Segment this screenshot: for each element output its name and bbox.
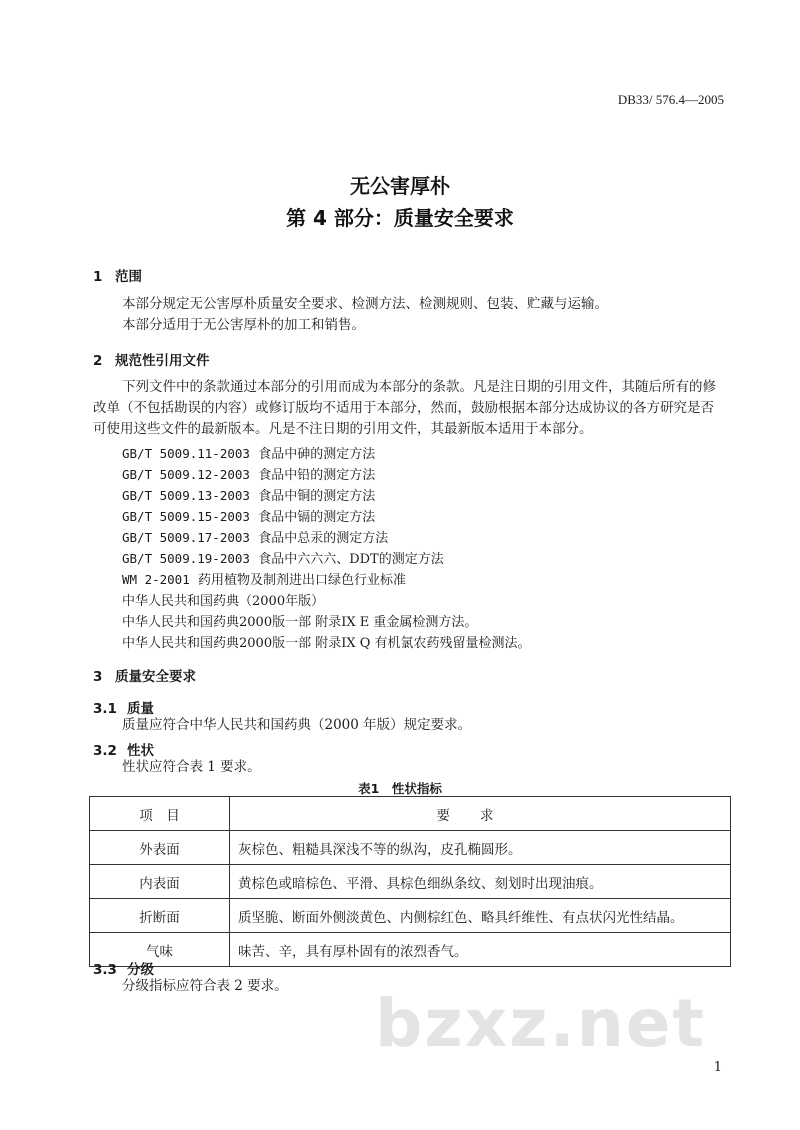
table-cell-requirement: 味苦、辛，具有厚朴固有的浓烈香气。 — [230, 933, 731, 967]
section-3-3-title: 分级 — [127, 962, 154, 978]
table-header-row — [90, 797, 731, 831]
table-row — [90, 865, 731, 899]
section-1-para-2: 本部分适用于无公害厚朴的加工和销售。 — [122, 317, 365, 333]
section-1-heading — [93, 265, 142, 285]
reference-extra: 中华人民共和国药典2000版一部 附录IX E 重金属检测方法。 — [122, 615, 478, 630]
section-3-1-heading — [93, 697, 154, 717]
section-3-2-heading — [93, 739, 154, 759]
reference-code: WM 2-2001 — [122, 572, 190, 587]
section-2-heading — [93, 349, 210, 369]
section-3-heading — [93, 665, 196, 685]
section-1-para-1: 本部分规定无公害厚朴质量安全要求、检测方法、检测规则、包装、贮藏与运输。 — [122, 296, 608, 312]
table-cell-requirement: 黄棕色或暗棕色、平滑、具棕色细纵条纹、刻划时出现油痕。 — [230, 865, 731, 899]
document-title: 无公害厚朴 — [350, 174, 450, 198]
watermark: bzxz.net — [375, 985, 707, 1062]
reference-item — [122, 443, 375, 462]
section-3-2-title: 性状 — [127, 743, 154, 759]
reference-title: 食品中铅的测定方法 — [258, 468, 376, 483]
reference-code: GB/T 5009.15-2003 — [122, 509, 250, 524]
section-2-title: 规范性引用文件 — [115, 353, 210, 369]
section-3-title: 质量安全要求 — [115, 669, 196, 685]
table-cell-item: 气味 — [90, 933, 230, 967]
reference-item — [122, 548, 444, 567]
reference-item — [122, 506, 375, 525]
table-row — [90, 899, 731, 933]
section-3-2-text: 性状应符合表 1 要求。 — [122, 759, 261, 775]
table-cell-item: 外表面 — [90, 831, 230, 865]
reference-title: 食品中镉的测定方法 — [258, 510, 376, 525]
section-3-3-text: 分级指标应符合表 2 要求。 — [122, 978, 288, 994]
reference-title: 食品中砷的测定方法 — [258, 447, 376, 462]
section-2-number: 2 — [93, 353, 103, 369]
reference-code: GB/T 5009.19-2003 — [122, 551, 250, 566]
reference-extra: 中华人民共和国药典（2000年版） — [122, 594, 325, 609]
section-3-1-text: 质量应符合中华人民共和国药典（2000 年版）规定要求。 — [122, 717, 472, 733]
table-header-item: 项 目 — [90, 797, 230, 831]
reference-code: GB/T 5009.17-2003 — [122, 530, 250, 545]
table-1-caption: 表1 性状指标 — [358, 781, 442, 796]
reference-code: GB/T 5009.11-2003 — [122, 446, 250, 461]
section-3-1-title: 质量 — [127, 701, 154, 717]
reference-title: 食品中总汞的测定方法 — [258, 531, 389, 546]
reference-code: GB/T 5009.13-2003 — [122, 488, 250, 503]
table-cell-requirement: 灰棕色、粗糙具深浅不等的纵沟，皮孔椭圆形。 — [230, 831, 731, 865]
section-2-intro: 下列文件中的条款通过本部分的引用而成为本部分的条款。凡是注日期的引用文件，其随后所有的修改单（不包括勘误的内容）或修订版均不适用于本部分，然而，鼓励根据本部分达成协议的各方研究是否可使用这些文件的最新版本。凡是不注日期的引用文件，其最新版本适用于本部分。 — [93, 379, 716, 437]
table-cell-item: 内表面 — [90, 865, 230, 899]
reference-item — [122, 485, 375, 504]
section-1-number: 1 — [93, 269, 103, 285]
table-row — [90, 831, 731, 865]
document-code: DB33/ 576.4—2005 — [617, 92, 724, 107]
page-number: 1 — [713, 1060, 722, 1075]
reference-item — [122, 569, 406, 588]
reference-title: 食品中铜的测定方法 — [258, 489, 376, 504]
reference-title: 食品中六六六、DDT的测定方法 — [258, 552, 444, 567]
reference-extra: 中华人民共和国药典2000版一部 附录IX Q 有机氯农药残留量检测法。 — [122, 636, 531, 651]
section-3-3-heading — [93, 958, 154, 978]
table-row — [90, 933, 731, 967]
table-header-requirement: 要求 — [230, 797, 731, 831]
section-3-1-number: 3.1 — [93, 701, 117, 717]
reference-item — [122, 527, 388, 546]
traits-table — [89, 796, 731, 967]
reference-code: GB/T 5009.12-2003 — [122, 467, 250, 482]
reference-title: 药用植物及制剂进出口绿色行业标准 — [198, 573, 407, 588]
document-subtitle: 第 4 部分：质量安全要求 — [286, 206, 514, 230]
section-3-3-number: 3.3 — [93, 962, 117, 978]
table-cell-requirement: 质坚脆、断面外侧淡黄色、内侧棕红色、略具纤维性、有点状闪光性结晶。 — [230, 899, 731, 933]
section-3-number: 3 — [93, 669, 103, 685]
section-1-title: 范围 — [115, 269, 142, 285]
section-3-2-number: 3.2 — [93, 743, 117, 759]
reference-item — [122, 464, 375, 483]
table-cell-item: 折断面 — [90, 899, 230, 933]
